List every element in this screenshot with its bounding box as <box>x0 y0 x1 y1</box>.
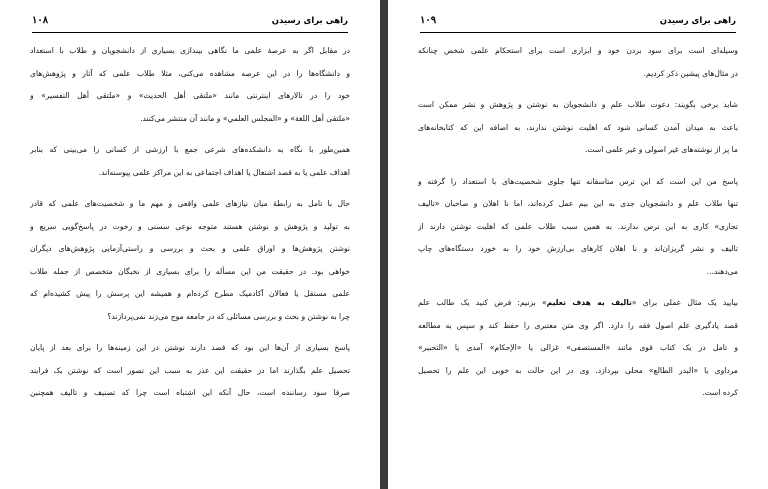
paragraph <box>30 193 350 328</box>
text-line: کرده است. <box>702 388 738 397</box>
page-number: ۱۰۸ <box>32 15 49 26</box>
text-line: اهداف علمی یا به قصد اشتغال یا اهداف اجتماعی به این مراکز علمی پیوسته‌اند. <box>98 167 350 177</box>
text-line: وسیله‌ای است برای سود بردن خود و ابزاری است برای استحکام علمی شخص چنانکه <box>418 46 738 55</box>
text-line: پاسخ من این است که این ترس متاسفانه تنها جلوی شخصیت‌های با استعداد را گرفته و <box>418 176 738 186</box>
emphasized-phrase: تالیف به هدف تعلیم <box>546 298 632 307</box>
running-title: راهی برای رسیدن <box>271 16 348 26</box>
text-line: پاسخ بسیاری از آن‌ها این بود که قصد دارند نوشتن در این زمینه‌ها را برای بعد از پایان <box>30 343 350 352</box>
text-line: و دانشگاه‌ها را در این عرصه مشاهده می‌کنی، مثلا طلاب علمی که آثار و پژوهش‌های <box>30 68 350 78</box>
text-line: تحصیل علم بگذارند اما در حقیقت این عذر به سبب این تصور است که نوشتن یک فرایند <box>30 365 350 375</box>
left-page-header <box>32 15 348 33</box>
text-line: علمی مستقل یا فعالان آکادمیک مطرح کرده‌ام و همیشه این پرسش را پیش کشیده‌ام که <box>30 289 350 298</box>
paragraph <box>418 40 738 85</box>
text-line: در مثال‌های پیشین ذکر کردیم. <box>643 68 738 78</box>
text-line: تجاری» کاری به این ترس ندارند. به همین سبب طلاب علمی که اهلیت نوشتن دارند از <box>418 221 738 231</box>
paragraph <box>418 292 738 405</box>
paragraph <box>418 171 738 284</box>
text-line: در مقابل اگر به عرصهٔ علمی ما نگاهی بیندازی بسیاری از دانشجویان و طلاب با استعداد <box>30 46 350 55</box>
right-page-header <box>420 15 736 33</box>
text-line: قصد یادگیری علم اصول فقه را دارد. اگر وی متن معتبری را حفظ کند و سپس به مطالعه <box>418 320 738 330</box>
text-line: بیایید یک مثال عملی برای «تالیف به هدف تعلیم» بزنیم: فرض کنید یک طالب علم <box>418 298 738 307</box>
running-title: راهی برای رسیدن <box>659 16 736 26</box>
right-page-body <box>418 40 738 481</box>
text-line: تنها طلاب علم و دانشجویان جدی به این بیم عمل کرده‌اند، اما نا اهلان و صاحبان «تالیف <box>418 199 738 208</box>
text-line: باعث به میدان آمدن کسانی شود که اهلیت نوشتن ندارند، به اضافه این که کتابخانه‌های <box>418 122 738 132</box>
text-line: شاید برخی بگویند: دعوت طلاب علم و دانشجویان به نوشتن و پژوهش و نشر ممکن است <box>418 100 738 109</box>
paragraph <box>30 40 350 130</box>
text-line: می‌دهند... <box>706 266 738 276</box>
text-line: تالیف و نشر گریزان‌اند و نا اهلان کارهای بی‌ارزش خود را به خورد دستگاه‌های چاپ <box>418 244 738 253</box>
right-page <box>388 0 768 489</box>
text-line: ما پر از نوشته‌های غیر اصولی و غیر علمی است. <box>584 145 738 154</box>
text-line: حال با تامل به رابطهٔ میان نیازهای علمی واقعی و مهم ما و شخصیت‌های علمی که قادر <box>30 199 350 208</box>
page-number: ۱۰۹ <box>420 15 437 26</box>
paragraph <box>30 139 350 184</box>
text-line: چرا به نوشتن و بحث و بررسی مسائلی که در جامعه موج می‌زند نمی‌پردازند؟ <box>107 311 350 321</box>
text-line: همین‌طور با نگاه به دانشکده‌های شرعی جمع با ارزشی از کسانی را می‌بینی که بنابر <box>30 145 350 154</box>
left-page-body <box>30 40 350 481</box>
text-line: و تامل در یک کتاب قوی مانند «المستصفی» غزالی یا «الإحکام» آمدی یا «التحبیر» <box>418 343 738 352</box>
text-line: به تولید و پژوهش و نوشتن هستند متوجه نوعی سستی و رخوت در پاسخ‌گویی سریع و <box>30 221 350 231</box>
text-line: صرفا سود رساننده است، حال آنکه این اشتباه است چرا که تصنیف و تالیف همچنین <box>30 388 350 397</box>
paragraph <box>418 94 738 162</box>
text-line: نوشتن پژوهش‌ها و اوراق علمی و بحث و بررسی و راستی‌آزمایی پژوهش‌های دیگران <box>30 244 350 253</box>
text-line: خود را در تالارهای اینترنتی مانند «ملتقی أهل الحدیث» و «ملتقی أهل التفسیر» و <box>30 91 350 100</box>
text-line: مرداوی یا «البدر الطالع» محلی بپردازد. وی در این حالت به خوبی این علم را تحصیل <box>418 365 738 375</box>
left-page <box>0 0 380 489</box>
text-line: خواهی بود. در حقیقت من این مسأله را برای بسیاری از نخبگان متخصص از جمله طلاب <box>30 266 350 276</box>
paragraph <box>30 337 350 405</box>
text-line: «ملتقی أهل اللغة» و «المجلس العلمي» و مانند آن منتشر می‌کنند. <box>140 113 350 123</box>
